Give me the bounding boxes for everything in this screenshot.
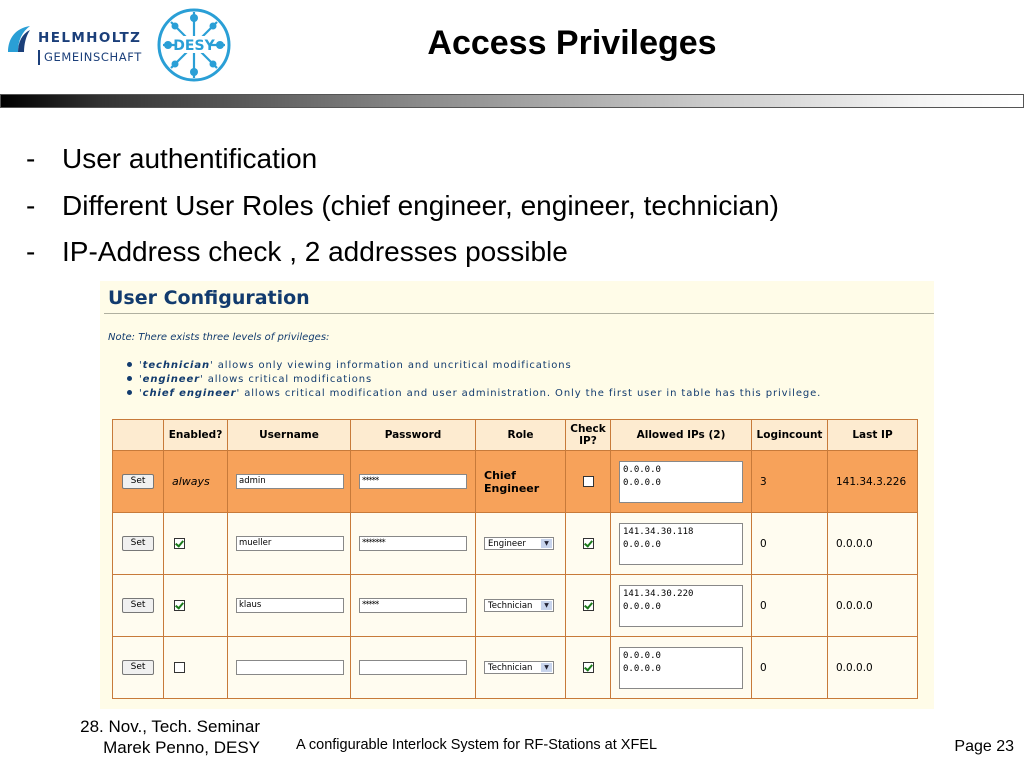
logincount-value: 3 xyxy=(760,475,767,488)
helmholtz-name: HELMHOLTZ xyxy=(38,30,142,46)
footer-author: Marek Penno, DESY xyxy=(103,738,260,757)
password-input[interactable]: ******* xyxy=(359,536,467,551)
bullet-item: - User authentification xyxy=(26,143,318,174)
chevron-down-icon: ▼ xyxy=(541,601,552,610)
column-header xyxy=(113,420,164,451)
check-ip-checkbox[interactable] xyxy=(583,538,594,549)
logincount-value: 0 xyxy=(760,661,767,674)
username-input[interactable]: mueller xyxy=(236,536,344,551)
last-ip-value: 0.0.0.0 xyxy=(836,661,873,674)
footer-event: 28. Nov., Tech. Seminar xyxy=(80,717,260,736)
title-divider-bar xyxy=(0,94,1024,108)
set-button[interactable]: Set xyxy=(122,536,154,551)
column-header: Allowed IPs (2) xyxy=(611,420,752,451)
password-input[interactable]: ***** xyxy=(359,474,467,489)
slide-title: Access Privileges xyxy=(427,24,717,62)
enabled-checkbox[interactable] xyxy=(174,600,185,611)
page-number: Page 23 xyxy=(954,738,1014,755)
chevron-down-icon: ▼ xyxy=(541,539,552,548)
table-row xyxy=(113,575,918,637)
logincount-value: 0 xyxy=(760,599,767,612)
panel-title: User Configuration xyxy=(108,287,310,309)
role-select[interactable]: Technician ▼ xyxy=(484,661,554,674)
logincount-value: 0 xyxy=(760,537,767,550)
column-header: Check IP? xyxy=(566,420,611,451)
column-header: Last IP xyxy=(828,420,918,451)
table-row xyxy=(113,513,918,575)
allowed-ips-textarea[interactable]: 0.0.0.0 0.0.0.0 xyxy=(619,647,743,689)
username-input[interactable] xyxy=(236,660,344,675)
user-configuration-panel xyxy=(100,281,934,709)
set-button[interactable]: Set xyxy=(122,598,154,613)
last-ip-value: 141.34.3.226 xyxy=(836,475,907,488)
check-ip-checkbox[interactable] xyxy=(583,662,594,673)
column-header: Role xyxy=(476,420,566,451)
table-row xyxy=(113,451,918,513)
role-select[interactable]: Technician ▼ xyxy=(484,599,554,612)
table-header-row xyxy=(113,420,918,451)
allowed-ips-textarea[interactable]: 141.34.30.118 0.0.0.0 xyxy=(619,523,743,565)
enabled-always-label: always xyxy=(172,475,210,488)
bullet-item: - Different User Roles (chief engineer, engineer, technician) xyxy=(26,189,779,221)
privilege-level-item: 'technician' allows only viewing information and uncritical modifications xyxy=(127,359,821,373)
column-header: Logincount xyxy=(752,420,828,451)
bullet-item: - IP-Address check , 2 addresses possible xyxy=(26,236,568,267)
panel-divider xyxy=(104,313,934,314)
privilege-level-item: 'chief engineer' allows critical modification and user administration. Only the first user in table has this privilege. xyxy=(127,387,821,401)
set-button[interactable]: Set xyxy=(122,660,154,675)
column-header: Password xyxy=(351,420,476,451)
footer-author-block xyxy=(80,716,260,758)
last-ip-value: 0.0.0.0 xyxy=(836,537,873,550)
role-label: Chief Engineer xyxy=(484,468,540,495)
check-ip-checkbox[interactable] xyxy=(583,600,594,611)
last-ip-value: 0.0.0.0 xyxy=(836,599,873,612)
chevron-down-icon: ▼ xyxy=(541,663,552,672)
column-header: Enabled? xyxy=(164,420,228,451)
username-input[interactable]: klaus xyxy=(236,598,344,613)
enabled-checkbox[interactable] xyxy=(174,662,185,673)
privilege-level-item: 'engineer' allows critical modifications xyxy=(127,373,821,387)
role-select[interactable]: Engineer ▼ xyxy=(484,537,554,550)
footer-subtitle: A configurable Interlock System for RF-Stations at XFEL xyxy=(296,737,658,753)
allowed-ips-textarea[interactable]: 0.0.0.0 0.0.0.0 xyxy=(619,461,743,503)
bullet-list xyxy=(26,136,779,276)
password-input[interactable] xyxy=(359,660,467,675)
table-row xyxy=(113,637,918,699)
check-ip-checkbox[interactable] xyxy=(583,476,594,487)
desy-label: DESY xyxy=(173,38,215,54)
allowed-ips-textarea[interactable]: 141.34.30.220 0.0.0.0 xyxy=(619,585,743,627)
helmholtz-subtitle: GEMEINSCHAFT xyxy=(44,50,142,64)
username-input[interactable]: admin xyxy=(236,474,344,489)
set-button[interactable]: Set xyxy=(122,474,154,489)
enabled-checkbox[interactable] xyxy=(174,538,185,549)
privilege-note: Note: There exists three levels of privileges: xyxy=(108,332,330,343)
user-table xyxy=(112,419,918,699)
privilege-levels-list xyxy=(127,359,821,401)
password-input[interactable]: ***** xyxy=(359,598,467,613)
column-header: Username xyxy=(228,420,351,451)
